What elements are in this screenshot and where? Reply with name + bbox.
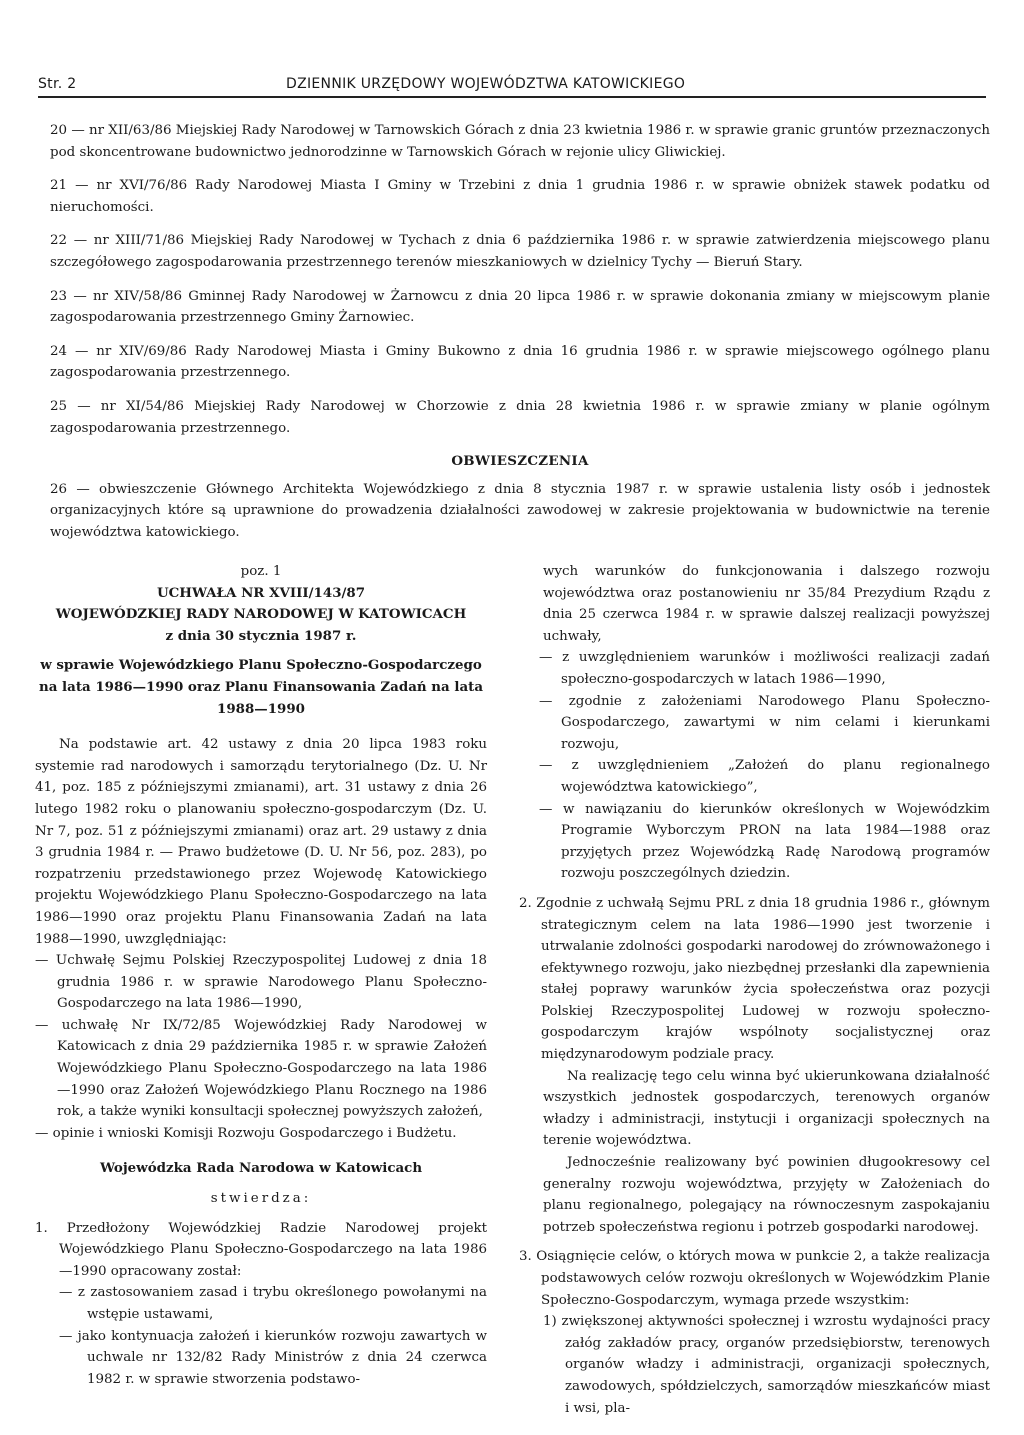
list-item: — opinie i wnioski Komisji Rozwoju Gospodarczego i Budżetu. bbox=[35, 1125, 457, 1141]
contents-list bbox=[50, 120, 990, 556]
left-column bbox=[35, 561, 487, 1390]
list-item: 22 — nr XIII/71/86 Miejskiej Rady Narodowej w Tychach z dnia 6 października 1986 r. w sprawie zatwierdzenia miejscowego planu szczegółowego zagospodarowania przestrzennego terenów mieszkaniowych w dzielnicy Tychy — Bieruń Stary. bbox=[50, 233, 990, 270]
point-1: 1. Przedłożony Wojewódzkiej Radzie Narodowej projekt Wojewódzkiego Planu Społeczno-Gospodarczego na lata 1986—1990 opracowany został: bbox=[35, 1220, 487, 1279]
list-item: — w nawiązaniu do kierunków określonych w Wojewódzkim Programie Wyborczym PRON na lata 1984—1988 oraz przyjętych przez Wojewódzką Radę Narodową programów rozwoju poszczególnych dziedzin. bbox=[539, 801, 990, 882]
section-heading: OBWIESZCZENIA bbox=[451, 453, 589, 470]
right-column bbox=[519, 561, 990, 1419]
council-name: Wojewódzka Rada Narodowa w Katowicach bbox=[99, 1160, 423, 1177]
list-item: — zgodnie z założeniami Narodowego Planu Społeczno-Gospodarczego, zawartymi w nim celami i kierunkami rozwoju, bbox=[539, 693, 990, 752]
list-item: 23 — nr XIV/58/86 Gminnej Rady Narodowej w Żarnowcu z dnia 20 lipca 1986 r. w sprawie dokonania zmiany w miejscowym planie zagospodarowania przestrzennego Gminy Żarnowiec. bbox=[50, 288, 990, 326]
list-item: 21 — nr XVI/76/86 Rady Narodowej Miasta I Gminy w Trzebini z dnia 1 grudnia 1986 r. w sprawie obniżek stawek podatku od nieruchomości. bbox=[50, 178, 990, 215]
list-item: — z uwzględnieniem „Założeń do planu regionalnego województwa katowickiego”, bbox=[539, 758, 990, 795]
point-2: 2. Zgodnie z uchwałą Sejmu PRL z dnia 18 grudnia 1986 r., głównym strategicznym celem na lata 1986—1990 jest tworzenie i utrwalanie zdolności gospodarki narodowej do zrównoważonego i efektywnego rozwoju, jako niezbędnej przesłanki dla zapewnienia stałej poprawy warunków życia społeczeństwa oraz pozycji Polskiej Rzeczypospolitej Ludowej w rozwoju społeczno-gospodarczym krajów wspólnoty socjalistycznej oraz międzynarodowym podziale pracy. bbox=[519, 895, 990, 1063]
resolution-title: UCHWAŁA NR XVIII/143/87 bbox=[156, 584, 366, 601]
journal-title: DZIENNIK URZĘDOWY WOJEWÓDZTWA KATOWICKIEGO bbox=[286, 76, 686, 92]
list-item: 25 — nr XI/54/86 Miejskiej Rady Narodowej w Chorzowie z dnia 28 kwietnia 1986 r. w sprawie zmiany w planie ogólnym zagospodarowania przestrzennego. bbox=[50, 398, 990, 436]
list-item: — jako kontynuacja założeń i kierunków rozwoju zawartych w uchwale nr 132/82 Rady Ministrów z dnia 24 czerwca 1982 r. w sprawie stworzenia podstawo- bbox=[59, 1328, 487, 1387]
list-item: 1) zwiększonej aktywności społecznej i wzrostu wydajności pracy załóg zakładów pracy, organów przedsiębiorstw, terenowych organów władzy i administracji, organizacji społecznych, zawodowych, spółdzielczych, samorządów mieszkańców miast i wsi, pla- bbox=[543, 1314, 990, 1416]
page-number: Str. 2 bbox=[38, 76, 77, 92]
point-3: 3. Osiągnięcie celów, o których mowa w punkcie 2, a także realizacja podstawowych celów rozwoju określonych w Wojewódzkim Planie Społeczno-Gospodarczym, wymaga przede wszystkim: bbox=[519, 1249, 990, 1308]
stwierdza-label: stwierdza: bbox=[210, 1191, 312, 1207]
list-item: 20 — nr XII/63/86 Miejskiej Rady Narodowej w Tarnowskich Górach z dnia 23 kwietnia 1986 r. w sprawie granic gruntów przeznaczonych pod skoncentrowane budownictwo jednorodzinne w Tarnowskich Górach w rejonie ulicy Gliwickiej. bbox=[50, 123, 990, 160]
list-item: 24 — nr XIV/69/86 Rady Narodowej Miasta i Gminy Bukowno z dnia 16 grudnia 1986 r. w sprawie miejscowego ogólnego planu zagospodarowania przestrzennego. bbox=[50, 343, 990, 381]
header-rule bbox=[38, 96, 986, 98]
list-item: — z uwzględnieniem warunków i możliwości realizacji zadań społeczno-gospodarczych w latach 1986—1990, bbox=[539, 650, 990, 687]
list-item: — Uchwałę Sejmu Polskiej Rzeczypospolitej Ludowej z dnia 18 grudnia 1986 r. w sprawie Narodowego Planu Społeczno-Gospodarczego na lata 1986—1990, bbox=[35, 953, 487, 1012]
resolution-issuer: WOJEWÓDZKIEJ RADY NARODOWEJ W KATOWICACH bbox=[55, 606, 467, 623]
position-number: poz. 1 bbox=[240, 564, 282, 579]
legal-basis: Na podstawie art. 42 ustawy z dnia 20 lipca 1983 roku systemie rad narodowych i samorządu terytorialnego (Dz. U. Nr 41, poz. 185 z późniejszymi zmianami), art. 31 ustawy z dnia 26 lutego 1982 roku o planowaniu społeczno-gospodarczym (Dz. U. Nr 7, poz. 51 z późniejszymi zmianami) oraz art. 29 ustawy z dnia 3 grudnia 1984 r. — Prawo budżetowe (D. U. Nr 56, poz. 283), po rozpatrzeniu przedstawionego przez Wojewodę Katowickiego projektu Wojewódzkiego Planu Społeczno-Gospodarczego na lata 1986—1990 oraz projektu Planu Finansowania Zadań na lata 1988—1990, uwzględniając: bbox=[35, 737, 487, 947]
paragraph: Jednocześnie realizowany być powinien długookresowy cel generalny rozwoju województwa, przyjęty w Założeniach do planu regionalnego, polegający na równoczesnym zaspokajaniu potrzeb społeczeństwa regionu i potrzeb gospodarki narodowej. bbox=[543, 1155, 990, 1235]
list-item: — uchwałę Nr IX/72/85 Wojewódzkiej Rady Narodowej w Katowicach z dnia 29 października 1985 r. w sprawie Założeń Wojewódzkiego Planu Społeczno-Gospodarczego na lata 1986—1990 oraz Założeń Wojewódzkiego Planu Rocznego na 1986 rok, a także wyniki konsultacji społecznej powyższych założeń, bbox=[35, 1017, 487, 1120]
continuation-text: wych warunków do funkcjonowania i dalszego rozwoju województwa oraz postanowieniu nr 35/84 Prezydium Rządu z dnia 25 czerwca 1984 r. w sprawie dalszej realizacji powyższej uchwały, bbox=[543, 564, 990, 644]
list-item: 26 — obwieszczenie Głównego Architekta Wojewódzkiego z dnia 8 stycznia 1987 r. w sprawie ustalenia listy osób i jednostek organizacyjnych które są uprawnione do prowadzenia działalności zawodowej w zakresie projektowania w budownictwie na terenie województwa katowickiego. bbox=[50, 481, 990, 540]
resolution-date: z dnia 30 stycznia 1987 r. bbox=[165, 627, 357, 644]
paragraph: Na realizację tego celu winna być ukierunkowana działalność wszystkich jednostek gospodarczych, terenowych organów władzy i administracji, instytucji i organizacji społecznych na terenie województwa. bbox=[543, 1068, 990, 1149]
resolution-subject: w sprawie Wojewódzkiego Planu Społeczno-Gospodarczego na lata 1986—1990 oraz Planu Finansowania Zadań na lata 1988—1990 bbox=[38, 657, 483, 717]
list-item: — z zastosowaniem zasad i trybu określonego powołanymi na wstępie ustawami, bbox=[59, 1285, 487, 1322]
